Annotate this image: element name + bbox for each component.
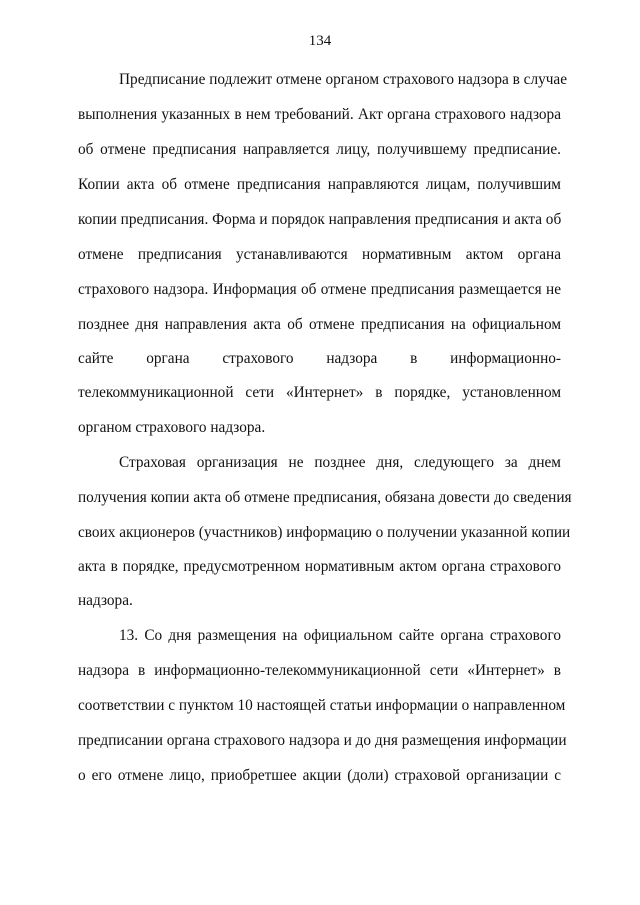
text-line: выполнения указанных в нем требований. Акт органа страхового надзора xyxy=(78,106,561,123)
text-line: надзора. xyxy=(78,592,133,609)
text-line: об отмене предписания направляется лицу, получившему предписание. xyxy=(78,141,561,158)
text-line: 13. Со дня размещения на официальном сайте органа страхового xyxy=(119,627,561,644)
text-line: телекоммуникационной сети «Интернет» в порядке, установленном xyxy=(78,384,561,401)
text-line: Копии акта об отмене предписания направляются лицам, получившим xyxy=(78,176,561,193)
text-line: своих акционеров (участников) информацию о получении указанной копии xyxy=(78,524,571,541)
page-number: 134 xyxy=(308,33,332,49)
text-line: соответствии с пунктом 10 настоящей статьи информации о направленном xyxy=(78,697,566,714)
text-line: копии предписания. Форма и порядок направления предписания и акта об xyxy=(78,211,562,228)
text-line: отмене предписания устанавливаются нормативным актом органа xyxy=(78,246,561,263)
text-line: надзора в информационно-телекоммуникационной сети «Интернет» в xyxy=(78,662,561,679)
text-line: позднее дня направления акта об отмене предписания на официальном xyxy=(78,316,561,333)
text-line: получения копии акта об отмене предписания, обязана довести до сведения xyxy=(78,489,572,506)
text-line: органом страхового надзора. xyxy=(78,419,266,436)
text-line: Предписание подлежит отмене органом страхового надзора в случае xyxy=(119,71,568,88)
text-line: страхового надзора. Информация об отмене предписания размещается не xyxy=(78,281,561,298)
text-line: Страховая организация не позднее дня, следующего за днем xyxy=(119,454,561,471)
text-line: сайте органа страхового надзора в информационно- xyxy=(78,350,561,367)
text-line: о его отмене лицо, приобретшее акции (доли) страховой организации с xyxy=(78,767,561,784)
text-line: предписании органа страхового надзора и до дня размещения информации xyxy=(78,732,567,749)
text-line: акта в порядке, предусмотренном нормативным актом органа страхового xyxy=(78,558,561,575)
